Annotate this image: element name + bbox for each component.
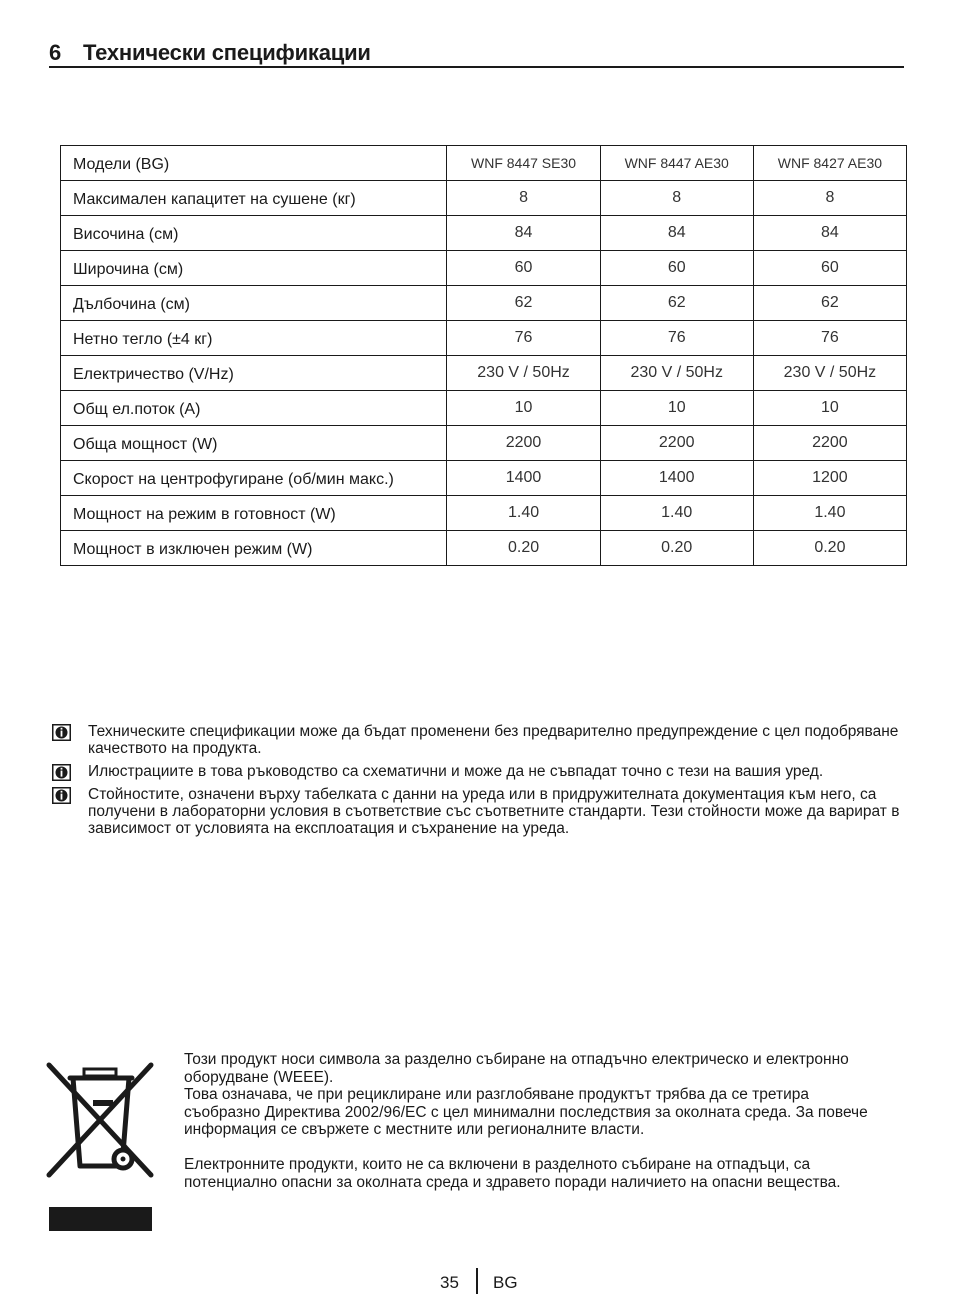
table-row	[61, 321, 907, 356]
cell-value: 62	[600, 286, 753, 321]
table-row	[61, 531, 907, 566]
row-label: Височина (см)	[61, 216, 447, 251]
specifications-table	[60, 145, 907, 566]
model-header: WNF 8447 AE30	[600, 146, 753, 181]
cell-value: 84	[447, 216, 600, 251]
cell-value: 1.40	[753, 496, 906, 531]
page-footer	[0, 1268, 954, 1296]
cell-value: 60	[753, 251, 906, 286]
table-row	[61, 251, 907, 286]
header-label: Модели (BG)	[61, 146, 447, 181]
table-row	[61, 461, 907, 496]
section-title: Технически спецификации	[83, 40, 371, 65]
weee-text-line: Това означава, че при рециклиране или разглобяване продуктът трябва да се третира съобразно Директива 2002/96/ЕС с цел минимални последствия за околната среда. За повече информация се свържете с местните или регионалните власти.	[184, 1086, 868, 1139]
cell-value: 76	[447, 321, 600, 356]
note-text: Техническите спецификации може да бъдат променени без предварително предупреждение с цел подобряване качеството на продукта.	[88, 723, 899, 757]
cell-value: 1400	[447, 461, 600, 496]
row-label: Нетно тегло (±4 кг)	[61, 321, 447, 356]
cell-value: 2200	[600, 426, 753, 461]
cell-value: 60	[600, 251, 753, 286]
weee-notice	[184, 1051, 884, 1191]
cell-value: 230 V / 50Hz	[447, 356, 600, 391]
page-number: 35	[440, 1273, 459, 1292]
weee-bar	[49, 1207, 152, 1231]
cell-value: 10	[600, 391, 753, 426]
table-row	[61, 391, 907, 426]
table-row	[61, 216, 907, 251]
cell-value: 1.40	[600, 496, 753, 531]
cell-value: 76	[600, 321, 753, 356]
cell-value: 84	[753, 216, 906, 251]
table-row	[61, 356, 907, 391]
cell-value: 1400	[600, 461, 753, 496]
info-icon	[52, 724, 71, 741]
cell-value: 1.40	[447, 496, 600, 531]
cell-value: 2200	[447, 426, 600, 461]
info-note	[52, 786, 912, 837]
model-header: WNF 8447 SE30	[447, 146, 600, 181]
cell-value: 0.20	[753, 531, 906, 566]
cell-value: 8	[447, 181, 600, 216]
note-text: Илюстрациите в това ръководство са схематични и може да не съвпадат точно с тези на вашия уред.	[88, 763, 824, 780]
model-header: WNF 8427 AE30	[753, 146, 906, 181]
row-label: Мощност на режим в готовност (W)	[61, 496, 447, 531]
info-icon	[52, 764, 71, 781]
row-label: Дълбочина (см)	[61, 286, 447, 321]
info-notes	[52, 723, 912, 843]
row-label: Широчина (см)	[61, 251, 447, 286]
cell-value: 10	[447, 391, 600, 426]
language-code: BG	[493, 1273, 518, 1292]
info-note	[52, 723, 912, 757]
cell-value: 76	[753, 321, 906, 356]
table-header-row	[61, 146, 907, 181]
cell-value: 1200	[753, 461, 906, 496]
row-label: Електричество (V/Hz)	[61, 356, 447, 391]
cell-value: 62	[447, 286, 600, 321]
row-label: Мощност в изключен режим (W)	[61, 531, 447, 566]
row-label: Скорост на центрофугиране (об/мин макс.)	[61, 461, 447, 496]
row-label: Обща мощност (W)	[61, 426, 447, 461]
cell-value: 0.20	[600, 531, 753, 566]
note-text: Стойностите, означени върху табелката с данни на уреда или в придружителната документация към него, са получени в лабораторни условия в съответствие със съответните стандарти. Тези стойности може да варират в зависимост от условията на експлоатация и съхранение на уреда.	[88, 786, 900, 837]
section-number: 6	[49, 40, 62, 65]
table-row	[61, 496, 907, 531]
info-note	[52, 763, 912, 780]
cell-value: 230 V / 50Hz	[753, 356, 906, 391]
section-heading	[49, 40, 904, 68]
table-row	[61, 426, 907, 461]
crossed-out-bin-icon	[46, 1062, 154, 1178]
row-label: Общ ел.поток (A)	[61, 391, 447, 426]
cell-value: 62	[753, 286, 906, 321]
table-row	[61, 286, 907, 321]
weee-text-line: Електронните продукти, които не са включени в разделното събиране на отпадъци, са потенциално опасни за околната среда и здравето поради наличието на опасни вещества.	[184, 1155, 841, 1191]
cell-value: 230 V / 50Hz	[600, 356, 753, 391]
cell-value: 60	[447, 251, 600, 286]
row-label: Максимален капацитет на сушене (кг)	[61, 181, 447, 216]
cell-value: 84	[600, 216, 753, 251]
weee-text-line: Този продукт носи символа за разделно събиране на отпадъчно електрическо и електронно оборудване (WEEE).	[184, 1051, 849, 1086]
info-icon	[52, 787, 71, 804]
cell-value: 2200	[753, 426, 906, 461]
table-row	[61, 181, 907, 216]
cell-value: 0.20	[447, 531, 600, 566]
footer-divider	[476, 1268, 478, 1294]
cell-value: 10	[753, 391, 906, 426]
cell-value: 8	[600, 181, 753, 216]
cell-value: 8	[753, 181, 906, 216]
